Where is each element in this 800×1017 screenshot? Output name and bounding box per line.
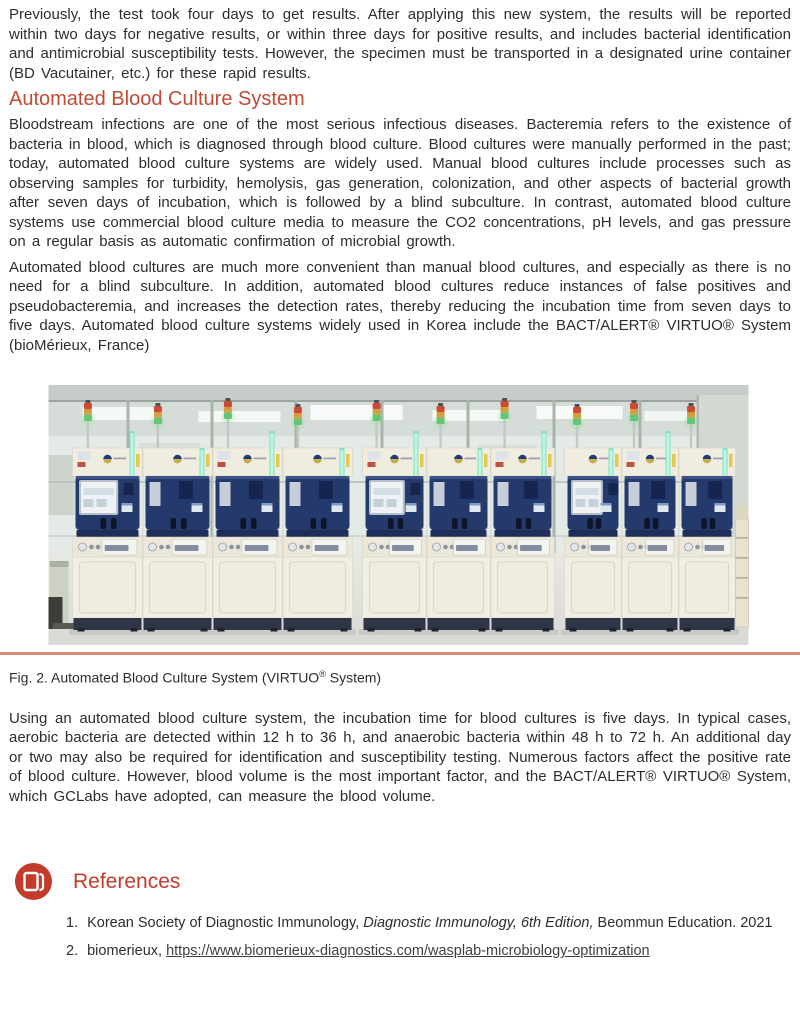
references-list [9,914,791,960]
references-header [15,863,791,900]
reference-text-pre: biomerieux, [87,943,167,960]
reference-item-1 [66,914,791,932]
reference-text [87,914,772,932]
reference-text [87,942,650,960]
references-title: References [73,869,181,893]
reference-link[interactable]: https://www.biomerieux-diagnostics.com/wasplab-microbiology-optimization [166,943,650,960]
registered-mark: ® [319,669,326,679]
closing-paragraph: Using an automated blood culture system, the incubation time for blood cultures is five days. In typical cases, aerobic bacteria are detected within 12 h to 36 h, and anaerobic bacteria within 48 h to 72 h. An additional day or two may also be required for identification and susceptibility testing. Numerous factors affect the positive rate of blood culture. However, blood volume is the most important factor, and the BACT/ALERT® VIRTUO® System, which GCLabs have adopted, can measure the blood volume. [9,709,791,805]
figure-caption [9,665,791,687]
reference-text-pre: Korean Society of Diagnostic Immunology, [87,915,364,932]
figure-2 [48,385,791,645]
reference-number: 2. [66,943,79,960]
blood-culture-system-photo [48,385,749,645]
section-paragraph-2: Automated blood cultures are much more convenient than manual blood cultures, and especially as there is no need for a blind subculture. In addition, automated blood cultures reduce instances of false positives and pseudobacteremia, and increases the detection rates, thereby reducing the incubation time from seven days to five days. Automated blood culture systems widely used in Korea include the BACT/ALERT® VIRTUO® System (bioMérieux, France) [9,258,791,354]
lab-photo-illustration [48,385,749,645]
intro-paragraph: Previously, the test took four days to get results. After applying this new system, the results will be reported within two days for negative results, or within three days for positive results, and includes bacterial identification and antimicrobial susceptibility tests. However, the specimen must be transported in a designated urine container (BD Vacutainer, etc.) for these rapid results. [9,6,791,82]
section-paragraph-1: Bloodstream infections are one of the most serious infectious diseases. Bacteremia refers to the existence of bacteria in blood, which is diagnosed through blood culture. Blood cultures were manually performed in the past; today, automated blood culture systems are widely used. Manual blood cultures include processes such as observing samples for turbidity, hemolysis, gas generation, colonization, and other aspects of bacterial growth after seven days of incubation, which is followed by a blind subculture. In contrast, automated blood culture systems use commercial blood culture media to measure the CO2 concentrations, pH levels, and gas pressure on a regular basis as automatic confirmation of microbial growth. [9,116,791,250]
reference-text-italic: Diagnostic Immunology, 6th Edition, [363,915,594,932]
reference-number: 1. [66,915,79,932]
reference-text-post: Beommun Education. 2021 [593,915,773,932]
reference-item-2 [66,942,791,960]
section-heading: Automated Blood Culture System [9,88,305,110]
section-divider [0,652,800,655]
book-icon [15,863,52,900]
book-icon-circle [15,863,52,900]
figure-caption-suffix: System) [325,669,382,686]
right-rack [736,505,749,627]
figure-caption-text: Fig. 2. Automated Blood Culture System (VIRTUO [9,669,320,686]
